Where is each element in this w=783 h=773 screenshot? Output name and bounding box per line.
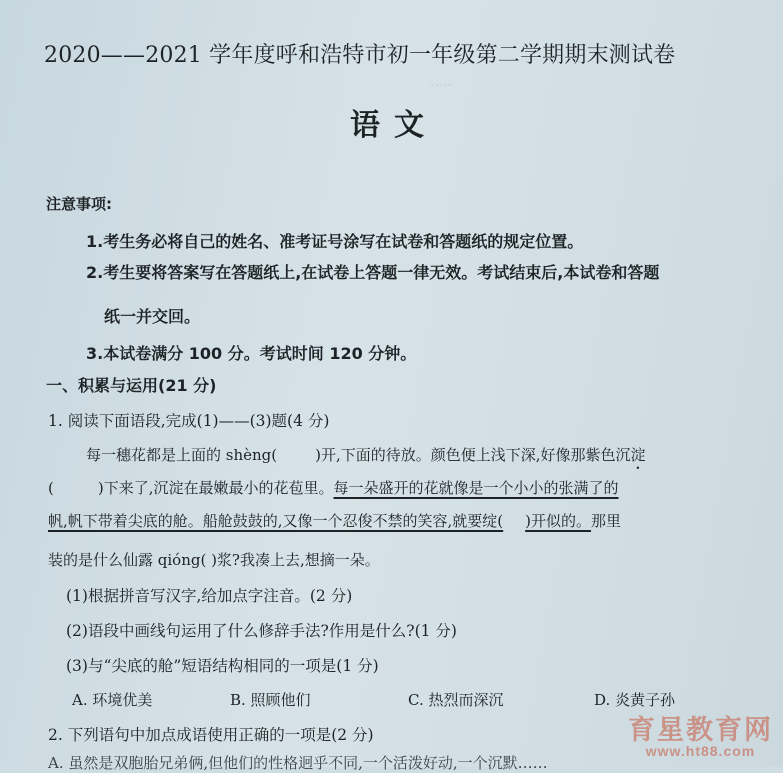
bleed-through: ····· [430, 78, 453, 94]
passage-line-4: 装的是什么仙露 qióng( )浆?我凑上去,想摘一朵。 [48, 551, 380, 569]
passage-line-2 [48, 477, 619, 498]
watermark [628, 708, 773, 759]
option-d: D. 炎黄子孙 [594, 691, 676, 709]
passage-line-1 [86, 444, 646, 473]
option-a: A. 环境优美 [72, 691, 153, 709]
underlined-sentence: )开似的。 [525, 512, 592, 530]
passage-line-3 [48, 510, 621, 531]
exam-title: 2020——2021 学年度呼和浩特市初一年级第二学期期末测试卷 [44, 43, 676, 68]
sub-question-3: (3)与“尖底的舱”短语结构相同的一项是(1 分) [66, 657, 379, 675]
underlined-sentence: 帆,帆下带着尖底的舱。船舱鼓鼓的,又像一个忍俊不禁的笑容,就要绽( [48, 512, 504, 530]
option-b: B. 照顾他们 [230, 691, 311, 709]
passage-text: ( [48, 479, 54, 497]
passage-text: 那里 [591, 512, 622, 530]
underlined-sentence: 每一朵盛开的花就像是一个小小的张满了的 [333, 479, 619, 497]
section-heading: 一、积累与运用(21 分) [46, 376, 217, 395]
question-1-prompt: 1. 阅读下面语段,完成(1)——(3)题(4 分) [48, 412, 330, 430]
passage-text: 每一穗花都是上面的 shèng( [86, 446, 278, 464]
question-2-prompt: 2. 下列语句中加点成语使用正确的一项是(2 分) [48, 726, 374, 744]
sub-question-1: (1)根据拼音写汉字,给加点字注音。(2 分) [66, 587, 353, 605]
notice-heading: 注意事项: [46, 195, 112, 213]
sub-question-2: (2)语段中画线句运用了什么修辞手法?作用是什么?(1 分) [66, 622, 457, 640]
notice-item-1: 1.考生务必将自己的姓名、准考证号涂写在试卷和答题纸的规定位置。 [86, 232, 584, 251]
watermark-url: www.ht88.com [645, 743, 756, 759]
watermark-brand: 育星教育网 [628, 715, 773, 746]
passage-text: )下来了,沉淀在最嫩最小的花苞里。 [97, 479, 334, 497]
dotted-char: 淀 [630, 446, 646, 464]
subject-heading: 语文 [350, 108, 438, 143]
question-2-option-a-cut: A. 虽然是双胞胎兄弟俩,但他们的性格迥乎不同,一个活泼好动,一个沉默…… [48, 754, 548, 772]
passage-text: )开,下面的待放。颜色便上浅下深,好像那紫色沉 [315, 446, 631, 464]
notice-item-2: 2.考生要将答案写在答题纸上,在试卷上答题一律无效。考试结束后,本试卷和答题 [86, 263, 660, 282]
option-c: C. 热烈而深沉 [408, 691, 504, 709]
notice-item-3: 3.本试卷满分 100 分。考试时间 120 分钟。 [86, 344, 417, 363]
notice-item-2-cont: 纸一并交回。 [104, 307, 201, 326]
